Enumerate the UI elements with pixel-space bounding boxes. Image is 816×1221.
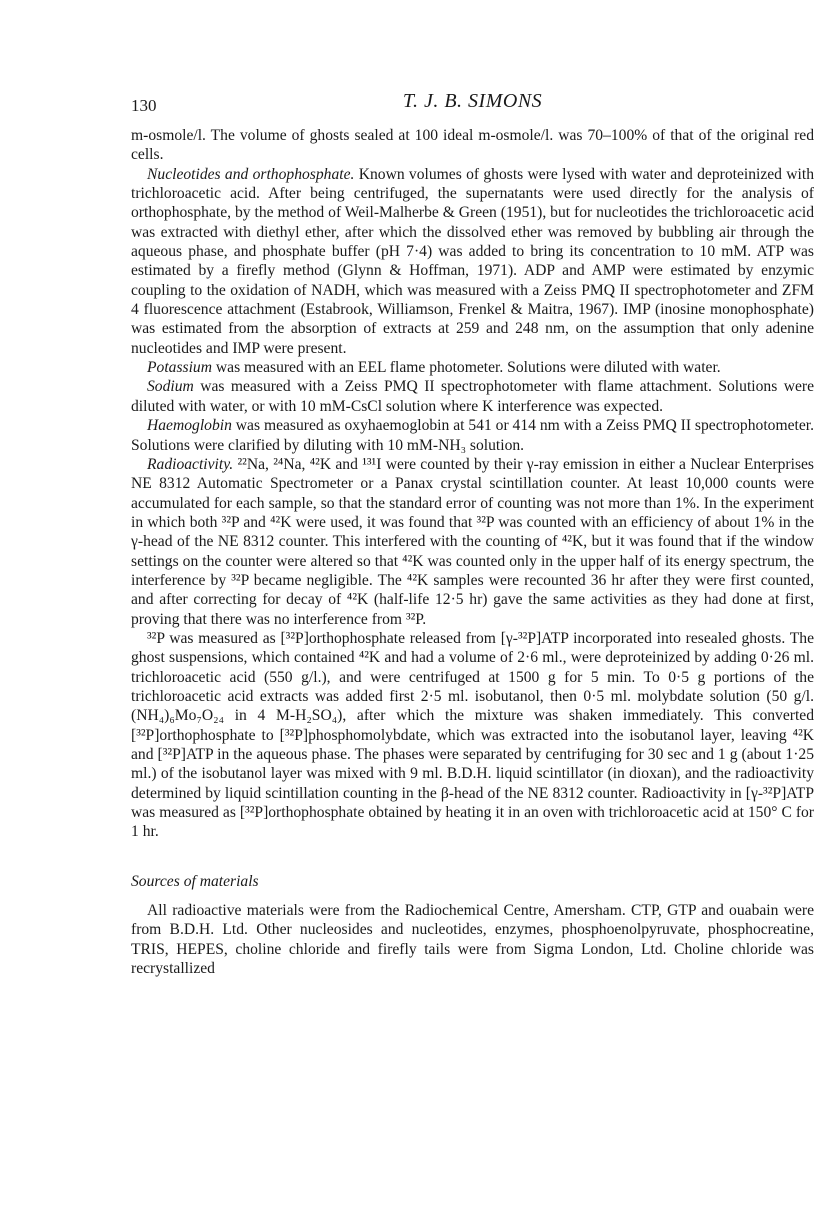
- paragraph-text: m-osmole/l. The volume of ghosts sealed at 100 ideal m-osmole/l. was 70–100% of that of the original red cells.: [131, 127, 814, 164]
- section-heading: Sources of materials: [131, 872, 259, 890]
- paragraph-lead: Nucleotides and orthophosphate.: [147, 165, 355, 183]
- paragraph-potassium: [131, 358, 814, 377]
- paragraph-phosphorus: [131, 629, 814, 842]
- paragraph-text: was measured as oxyhaemoglobin at 541 or 414 nm with a Zeiss PMQ II spectrophotometer. Solutions were clarified by diluting with 10 mM-NH₃ solution.: [131, 417, 814, 454]
- paragraph-text: ²²Na, ²⁴Na, ⁴²K and ¹³¹I were counted by their γ-ray emission in either a Nuclear Enterprises NE 8312 Automatic Spectrometer or a Panax crystal scintillation counter. At least 10,000 counts were accumulated for each sample, so that the standard error of counting was not more than 1%. In the experiment in which both ³²P and ⁴²K were used, it was found that ³²P was counted with an efficiency of about 1% in the γ-head of the NE 8312 counter. This interfered with the counting of ⁴²K, but it was found that if the window settings on the counter were altered so that ⁴²K was counted only in the upper half of its energy spectrum, the interference by ³²P became negligible. The ⁴²K samples were recounted 36 hr after they were first counted, and after correcting for decay of ⁴²K (half-life 12·5 hr) gave the same activities as they had done at first, proving that there was no interference from ³²P.: [131, 455, 814, 628]
- paragraph-text: was measured with a Zeiss PMQ II spectrophotometer with flame attachment. Solutions were diluted with water, or with 10 mM-CsCl solution where K interference was expected.: [131, 378, 814, 415]
- paragraph-text: was measured with an EEL flame photometer. Solutions were diluted with water.: [211, 359, 721, 377]
- page-number: 130: [131, 96, 157, 115]
- paragraph-haemoglobin: [131, 416, 814, 455]
- paragraph-radioactivity: [131, 455, 814, 629]
- paragraph-lead: Haemoglobin: [147, 417, 232, 435]
- paragraph-lead: Potassium: [147, 359, 212, 377]
- paragraph-materials: [131, 901, 814, 978]
- paragraph-lead: Sodium: [147, 378, 194, 396]
- paragraph-nucleotides: [131, 165, 814, 358]
- page-header: [131, 92, 814, 126]
- paragraph-continuation: [131, 126, 814, 165]
- running-title: T. J. B. SIMONS: [402, 90, 543, 112]
- paragraph-lead: Radioactivity.: [147, 455, 234, 473]
- paragraph-text: ³²P was measured as [³²P]orthophosphate released from [γ-³²P]ATP incorporated into resealed ghosts. The ghost suspensions, which contained ⁴²K and had a volume of 2·6 ml., were deproteinized by adding 0·26 ml. trichloroacetic acid (550 g/l.), and were centrifuged at 1500 g for 5 min. To 0·5 g portions of the trichloroacetic acid extracts was added first 2·5 ml. isobutanol, then 0·5 ml. molybdate solution (50 g/l. (NH₄)₆Mo₇O₂₄ in 4 M-H₂SO₄), after which the mixture was shaken immediately. This converted [³²P]orthophosphate to [³²P]phosphomolybdate, which was extracted into the isobutanol layer, leaving ⁴²K and [³²P]ATP in the aqueous phase. The phases were separated by centrifuging for 30 sec and 1 g (about 1·25 ml.) of the isobutanol layer was mixed with 9 ml. B.D.H. liquid scintillator (in dioxan), and the radioactivity determined by liquid scintillation counting in the β-head of the NE 8312 counter. Radioactivity in [γ-³²P]ATP was measured as [³²P]orthophosphate obtained by heating it in an oven with trichloroacetic acid at 150° C for 1 hr.: [131, 629, 814, 841]
- paragraph-text: Known volumes of ghosts were lysed with water and deproteinized with trichloroacetic acid. After being centrifuged, the supernatants were used directly for the analysis of orthophosphate, by the method of Weil-Malherbe & Green (1951), but for nucleotides the trichloroacetic acid was extracted with diethyl ether, after which the dissolved ether was removed by bubbling air through the aqueous phase, and phosphate buffer (pH 7·4) was added to bring its concentration to 10 mM. ATP was estimated by a firefly method (Glynn & Hoffman, 1971). ADP and AMP were estimated by enzymic coupling to the oxidation of NADH, which was measured with a Zeiss PMQ II spectrophotometer and ZFM 4 fluorescence attachment (Estabrook, Williamson, Frenkel & Maitra, 1967). IMP (inosine monophosphate) was estimated from the absorption of extracts at 259 and 248 nm, on the assumption that only adenine nucleotides and IMP were present.: [131, 165, 815, 357]
- paragraph-sodium: [131, 377, 814, 416]
- journal-page: [131, 92, 814, 978]
- paragraph-text: All radioactive materials were from the Radiochemical Centre, Amersham. CTP, GTP and ouabain were from B.D.H. Ltd. Other nucleosides and nucleotides, enzymes, phosphoenolpyruvate, phosphocreatine, TRIS, HEPES, choline chloride and firefly tails were from Sigma London, Ltd. Choline chloride was recrystallized: [131, 902, 814, 978]
